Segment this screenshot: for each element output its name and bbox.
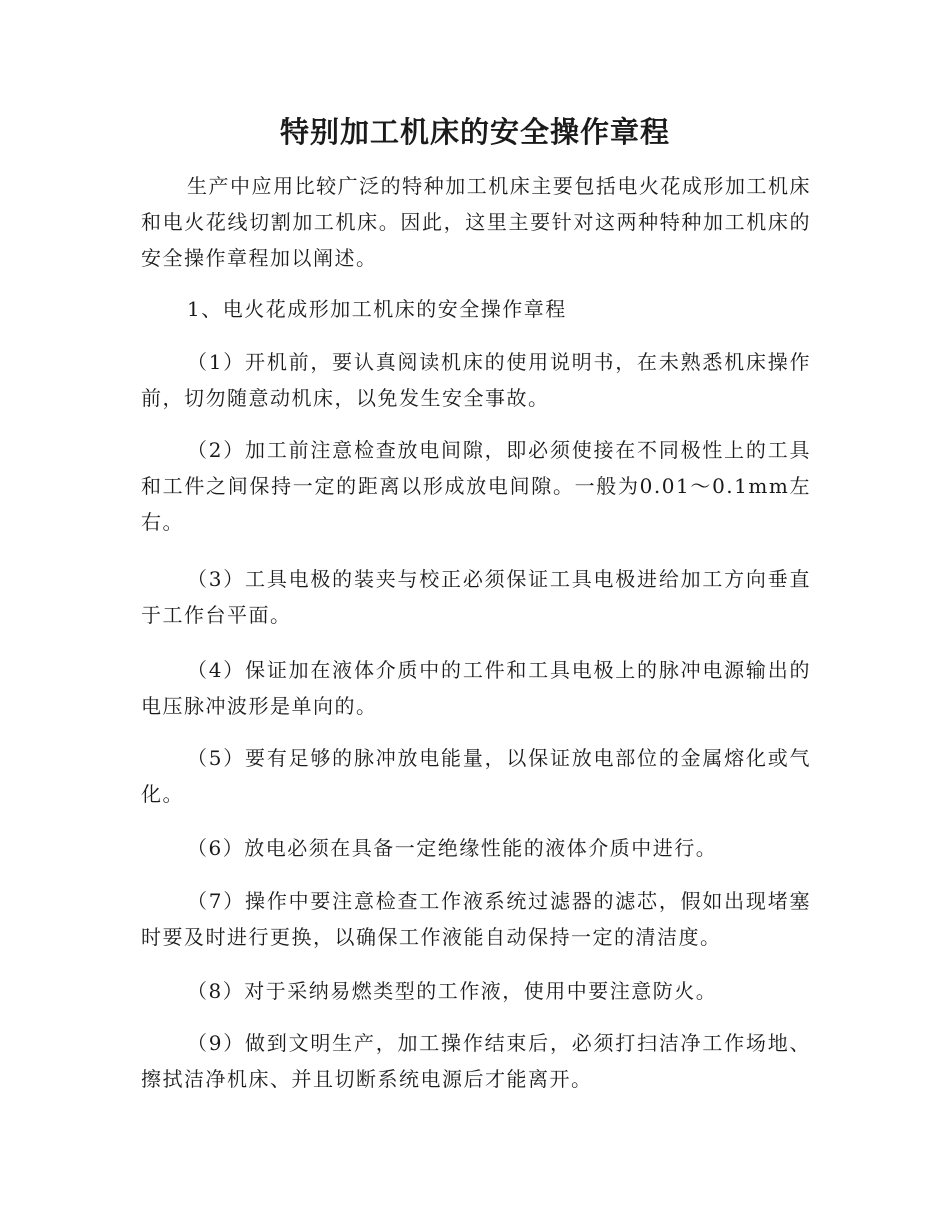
list-item-6: （6）放电必须在具备一定绝缘性能的液体介质中进行。	[187, 836, 718, 860]
intro-paragraph: 生产中应用比较广泛的特种加工机床主要包括电火花成形加工机床和电火花线切割加工机床。因此，这里主要针对这两种特种加工机床的安全操作章程加以阐述。	[141, 174, 811, 270]
list-item-9: （9）做到文明生产，加工操作结束后，必须打扫洁净工作场地、擦拭洁净机床、并且切断系统电源后才能离开。	[141, 1031, 811, 1091]
list-item-5: （5）要有足够的脉冲放电能量，以保证放电部位的金属熔化或气化。	[141, 746, 811, 806]
document-title: 特别加工机床的安全操作章程	[279, 115, 670, 149]
list-item-7: （7）操作中要注意检查工作液系统过滤器的滤芯，假如出现堵塞时要及时进行更换，以确保工作液能自动保持一定的清洁度。	[141, 889, 811, 949]
list-item-4: （4）保证加在液体介质中的工件和工具电极上的脉冲电源输出的电压脉冲波形是单向的。	[141, 658, 811, 718]
list-item-8: （8）对于采纳易燃类型的工作液，使用中要注意防火。	[187, 979, 718, 1003]
list-item-3: （3）工具电极的装夹与校正必须保证工具电极进给加工方向垂直于工作台平面。	[141, 567, 811, 627]
section-heading-1: 1、电火花成形加工机床的安全操作章程	[187, 297, 567, 321]
list-item-1: （1）开机前，要认真阅读机床的使用说明书，在未熟悉机床操作前，切勿随意动机床，以免发生安全事故。	[141, 350, 811, 410]
list-item-2: （2）加工前注意检查放电间隙，即必须使接在不同极性上的工具和工件之间保持一定的距离以形成放电间隙。一般为0.01～0.1mm左右。	[141, 438, 811, 534]
